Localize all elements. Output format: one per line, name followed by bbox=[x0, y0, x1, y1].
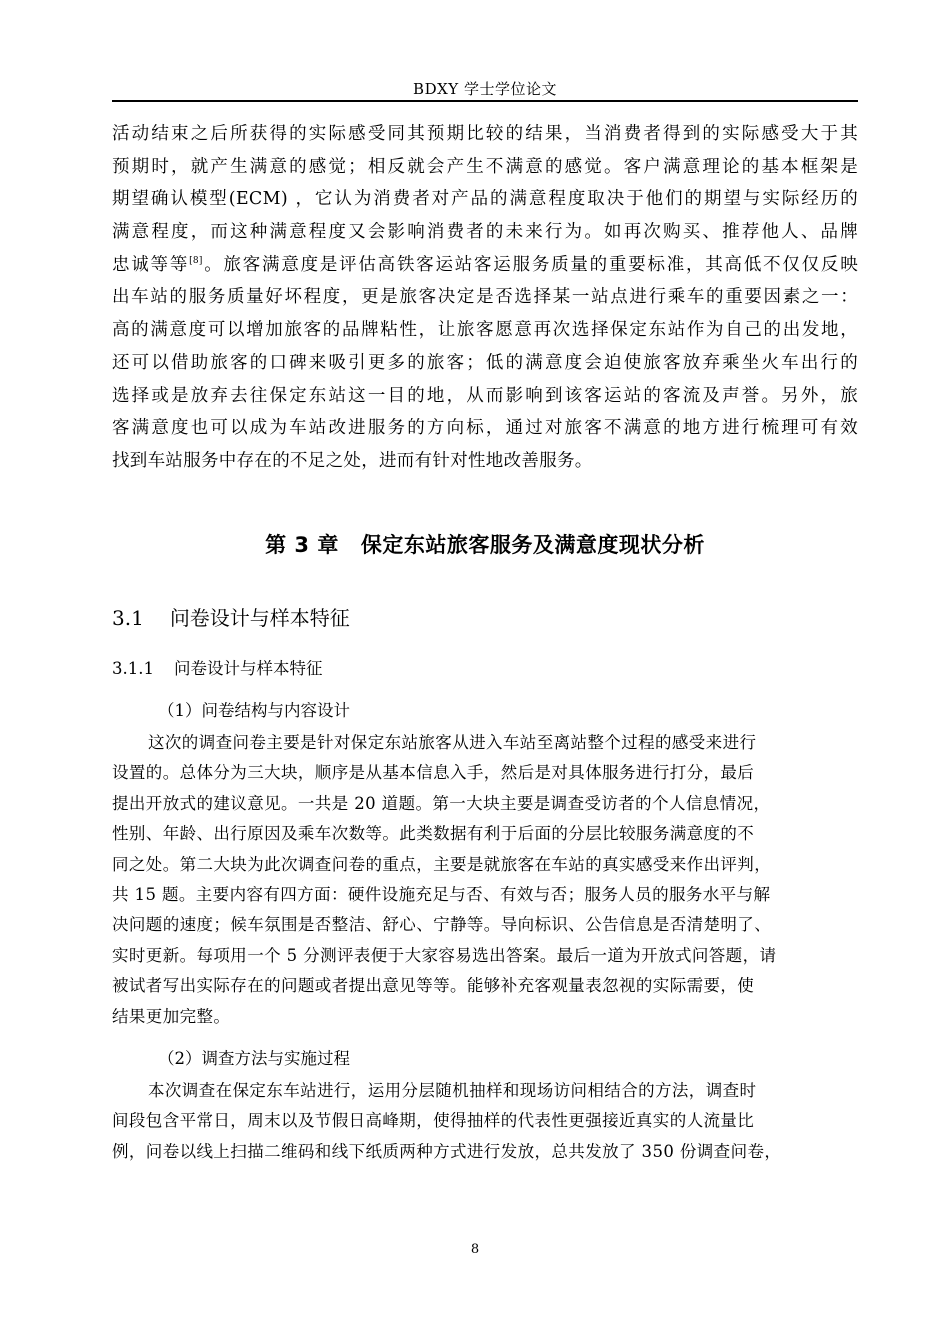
paragraph-line: 被试者写出实际存在的问题或者提出意见等等。能够补充客观量表忽视的实际需要，使 bbox=[112, 976, 755, 996]
paragraph-line: 预期时，就产生满意的感觉；相反就会产生不满意的感觉。客户满意理论的基本框架是 bbox=[112, 156, 858, 177]
paragraph-line: 满意程度，而这种满意程度又会影响消费者的未来行为。如再次购买、推荐他人、品牌 bbox=[112, 222, 858, 243]
paragraph-line: 共 15 题。主要内容有四方面：硬件设施充足与否、有效与否；服务人员的服务水平与解 bbox=[112, 884, 771, 904]
paragraph-line: 活动结束之后所获得的实际感受同其预期比较的结果，当消费者得到的实际感受大于其 bbox=[112, 124, 858, 144]
section-number: 3.1 bbox=[112, 606, 144, 630]
line-rest: 旅客满意度是评估高铁客运站客运服务质量的重要标准，其高低不仅仅反映 bbox=[223, 254, 858, 275]
section-title: 问卷设计与样本特征 bbox=[169, 606, 350, 630]
paragraph-line: 还可以借助旅客的口碑来吸引更多的旅客；低的满意度会迫使旅客放弃乘坐火车出行的 bbox=[112, 352, 858, 373]
paragraph-line: 例，问卷以线上扫描二维码和线下纸质两种方式进行发放，总共发放了 350 份调查问卷， bbox=[112, 1141, 782, 1161]
paragraph-line: 实时更新。每项用一个 5 分测评表便于大家容易选出答案。最后一道为开放式问答题，请 bbox=[112, 945, 777, 965]
paragraph-line: 决问题的速度；候车氛围是否整洁、舒心、宁静等。导向标识、公告信息是否清楚明了、 bbox=[112, 915, 772, 935]
subsection-number: 3.1.1 bbox=[112, 659, 154, 678]
paragraph-line: 高的满意度可以增加旅客的品牌粘性，让旅客愿意再次选择保定东站作为自己的出发地， bbox=[112, 320, 858, 341]
chapter-title: 保定东站旅客服务及满意度现状分析 bbox=[360, 533, 705, 557]
paragraph-line: 间段包含平常日，周末以及节假日高峰期，使得抽样的代表性更强接近真实的人流量比 bbox=[112, 1111, 755, 1131]
paragraph-line: 选择或是放弃去往保定东站这一目的地，从而影响到该客运站的客流及声誉。另外，旅 bbox=[112, 385, 858, 406]
paragraph-satisfaction-theory bbox=[112, 118, 858, 478]
paragraph-line: 期望确认模型(ECM) ，它认为消费者对产品的满意程度取决于他们的期望与实际经历的 bbox=[112, 189, 858, 210]
paragraph-line: 结果更加完整。 bbox=[112, 1006, 231, 1026]
paragraph-line: 这次的调查问卷主要是针对保定东站旅客从进入车站至离站整个过程的感受来进行 bbox=[148, 733, 757, 752]
subsection-title: 问卷设计与样本特征 bbox=[173, 659, 323, 678]
line-prefix: 忠诚等等 bbox=[112, 254, 190, 275]
header-rule bbox=[112, 100, 858, 102]
line-cite-punct: 。 bbox=[202, 254, 224, 275]
citation-mark: [8] bbox=[189, 255, 203, 266]
paragraph-line: 性别、年龄、出行原因及乘车次数等。此类数据有利于后面的分层比较服务满意度的不 bbox=[112, 824, 755, 844]
paragraph-line: 找到车站服务中存在的不足之处，进而有针对性地改善服务。 bbox=[112, 450, 593, 471]
section-heading bbox=[112, 602, 350, 631]
page-number: 8 bbox=[470, 1242, 480, 1257]
chapter-heading bbox=[112, 529, 858, 559]
paragraph-line: 设置的。总体分为三大块，顺序是从基本信息入手，然后是对具体服务进行打分，最后 bbox=[112, 763, 755, 783]
running-header: BDXY 学士学位论文 bbox=[413, 80, 557, 98]
paragraph-line: 同之处。第二大块为此次调查问卷的重点，主要是就旅客在车站的真实感受来作出评判， bbox=[112, 854, 772, 874]
paragraph-line: 本次调查在保定东车站进行，运用分层随机抽样和现场访问相结合的方法，调查时 bbox=[148, 1081, 757, 1100]
chapter-number: 第 3 章 bbox=[265, 533, 339, 557]
paragraph-line: 出车站的服务质量好坏程度，更是旅客决定是否选择某一站点进行乘车的重要因素之一： bbox=[112, 287, 858, 308]
paragraph-survey-method bbox=[112, 1076, 852, 1167]
paragraph-line-with-citation bbox=[112, 249, 858, 282]
item-heading-survey-method: （2）调查方法与实施过程 bbox=[158, 1049, 350, 1068]
subsection-heading bbox=[112, 655, 322, 679]
paragraph-questionnaire-design bbox=[112, 728, 852, 1032]
paragraph-line: 客满意度也可以成为车站改进服务的方向标，通过对旅客不满意的地方进行梳理可有效 bbox=[112, 418, 858, 439]
paragraph-line: 提出开放式的建议意见。一共是 20 道题。第一大块主要是调查受访者的个人信息情况， bbox=[112, 793, 771, 813]
item-heading-questionnaire-structure: （1）问卷结构与内容设计 bbox=[158, 701, 350, 720]
